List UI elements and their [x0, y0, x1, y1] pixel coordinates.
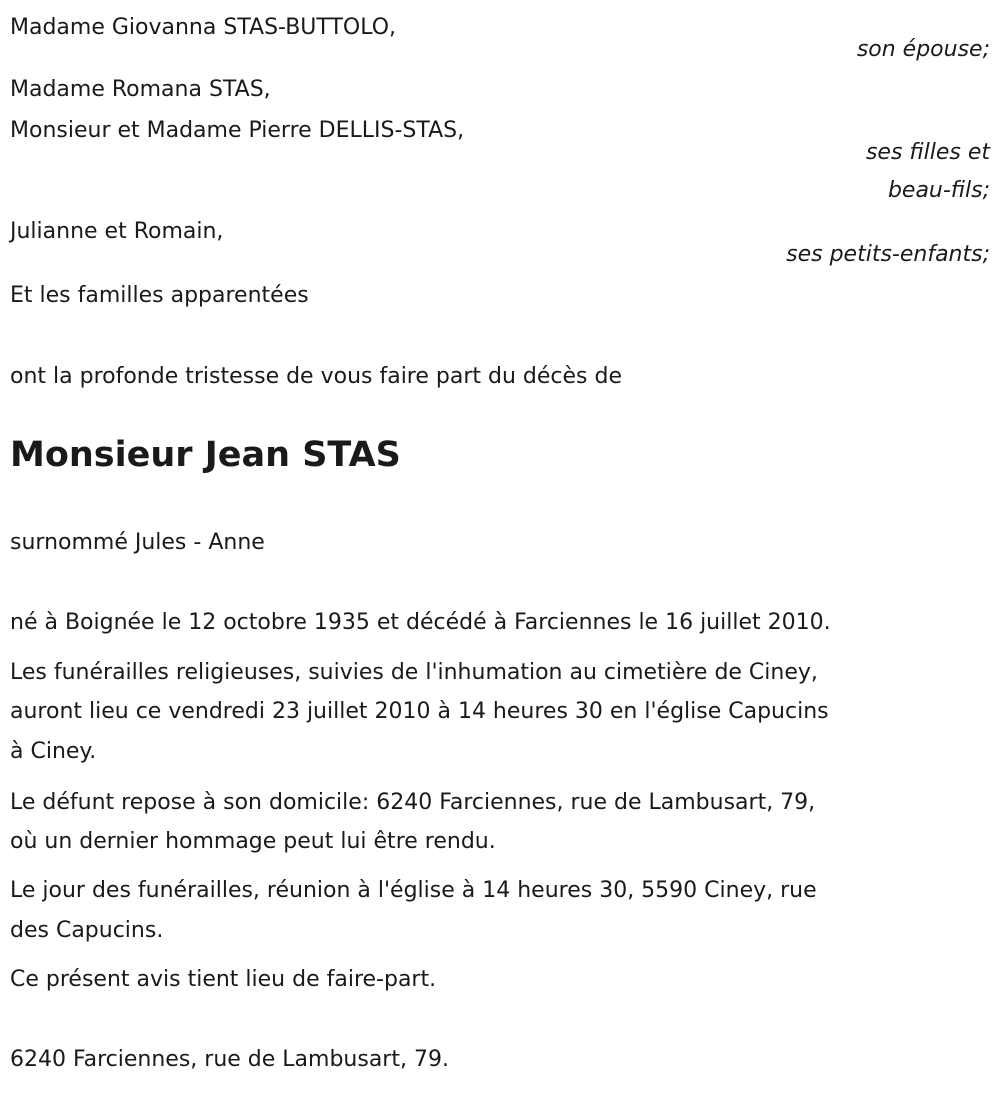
- notice-line: Ce présent avis tient lieu de faire-part.: [10, 967, 437, 992]
- family-relation: son épouse;: [856, 37, 990, 62]
- rest-line: où un dernier hommage peut lui être rendu.: [10, 829, 496, 854]
- birth-death-line: né à Boignée le 12 octobre 1935 et décédé à Farciennes le 16 juillet 2010.: [10, 610, 831, 635]
- family-name: Monsieur et Madame Pierre DELLIS-STAS,: [10, 118, 465, 143]
- meeting-line: des Capucins.: [10, 918, 164, 943]
- family-relation: ses petits-enfants;: [786, 242, 990, 267]
- address: 6240 Farciennes, rue de Lambusart, 79.: [10, 1047, 449, 1072]
- family-name: Et les familles apparentées: [10, 283, 309, 308]
- deceased-name: Monsieur Jean STAS: [10, 435, 401, 475]
- funeral-line: à Ciney.: [10, 739, 97, 764]
- announcement: ont la profonde tristesse de vous faire part du décès de: [10, 364, 622, 389]
- rest-line: Le défunt repose à son domicile: 6240 Farciennes, rue de Lambusart, 79,: [10, 790, 816, 815]
- funeral-line: Les funérailles religieuses, suivies de l'inhumation au cimetière de Ciney,: [10, 660, 818, 685]
- family-relation: ses filles et: [865, 140, 990, 165]
- family-name: Madame Giovanna STAS-BUTTOLO,: [10, 15, 396, 40]
- family-relation: beau-fils;: [887, 178, 990, 203]
- family-name: Madame Romana STAS,: [10, 77, 271, 102]
- funeral-line: auront lieu ce vendredi 23 juillet 2010 à 14 heures 30 en l'église Capucins: [10, 699, 829, 724]
- family-name: Julianne et Romain,: [10, 219, 224, 244]
- nickname: surnommé Jules - Anne: [10, 530, 265, 555]
- meeting-line: Le jour des funérailles, réunion à l'église à 14 heures 30, 5590 Ciney, rue: [10, 878, 817, 903]
